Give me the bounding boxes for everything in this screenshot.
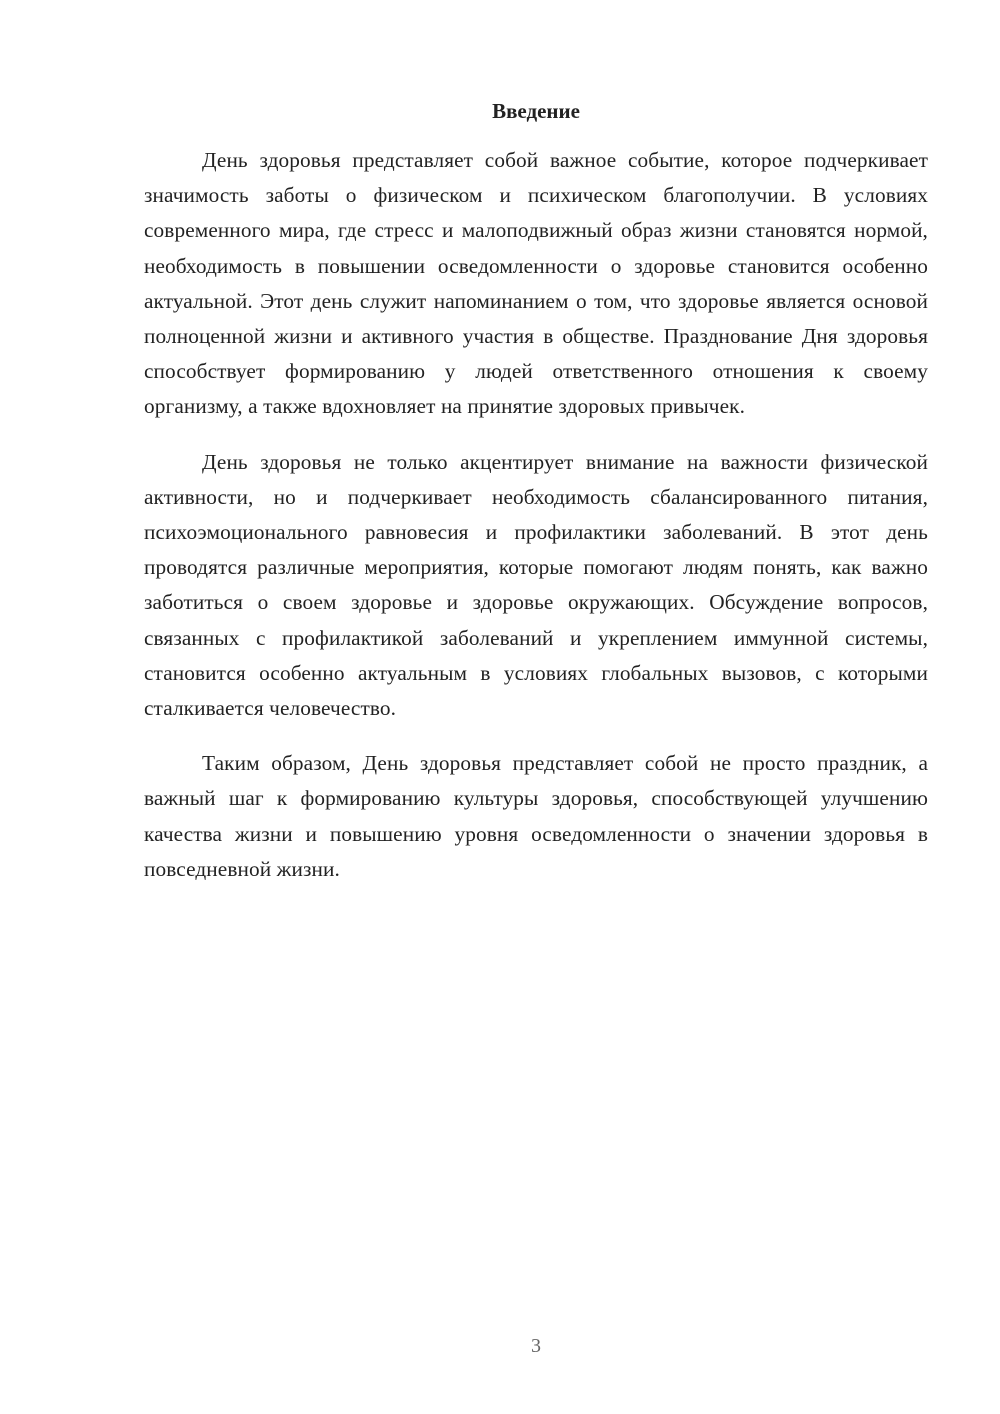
paragraph: Таким образом, День здоровья представляет собой не просто праздник, а важный шаг к формированию культуры здоровья, способствующей улучшению качества жизни и повышению уровня осведомленности о значении здоровья в повседневной жизни. [144, 751, 928, 881]
paragraph: День здоровья представляет собой важное событие, которое подчеркивает значимость заботы о физическом и психическом благополучии. В условиях современного мира, где стресс и малоподвижный образ жизни становятся нормой, необходимость в повышении осведомленности о здоровье становится особенно актуальной. Этот день служит напоминанием о том, что здоровье является основой полноценной жизни и активного участия в обществе. Празднование Дня здоровья способствует формированию у людей ответственного отношения к своему организму, а также вдохновляет на принятие здоровых привычек. [144, 148, 928, 419]
section-heading: Введение [492, 99, 580, 123]
paragraph: День здоровья не только акцентирует внимание на важности физической активности, но и подчеркивает необходимость сбалансированного питания, психоэмоционального равновесия и профилактики заболеваний. В этот день проводятся различные мероприятия, которые помогают людям понять, как важно заботиться о своем здоровье и здоровье окружающих. Обсуждение вопросов, связанных с профилактикой заболеваний и укреплением иммунной системы, становится особенно актуальным в условиях глобальных вызовов, с которыми сталкивается человечество. [144, 449, 928, 721]
page-number: 3 [531, 1335, 541, 1357]
body-text [144, 143, 928, 907]
